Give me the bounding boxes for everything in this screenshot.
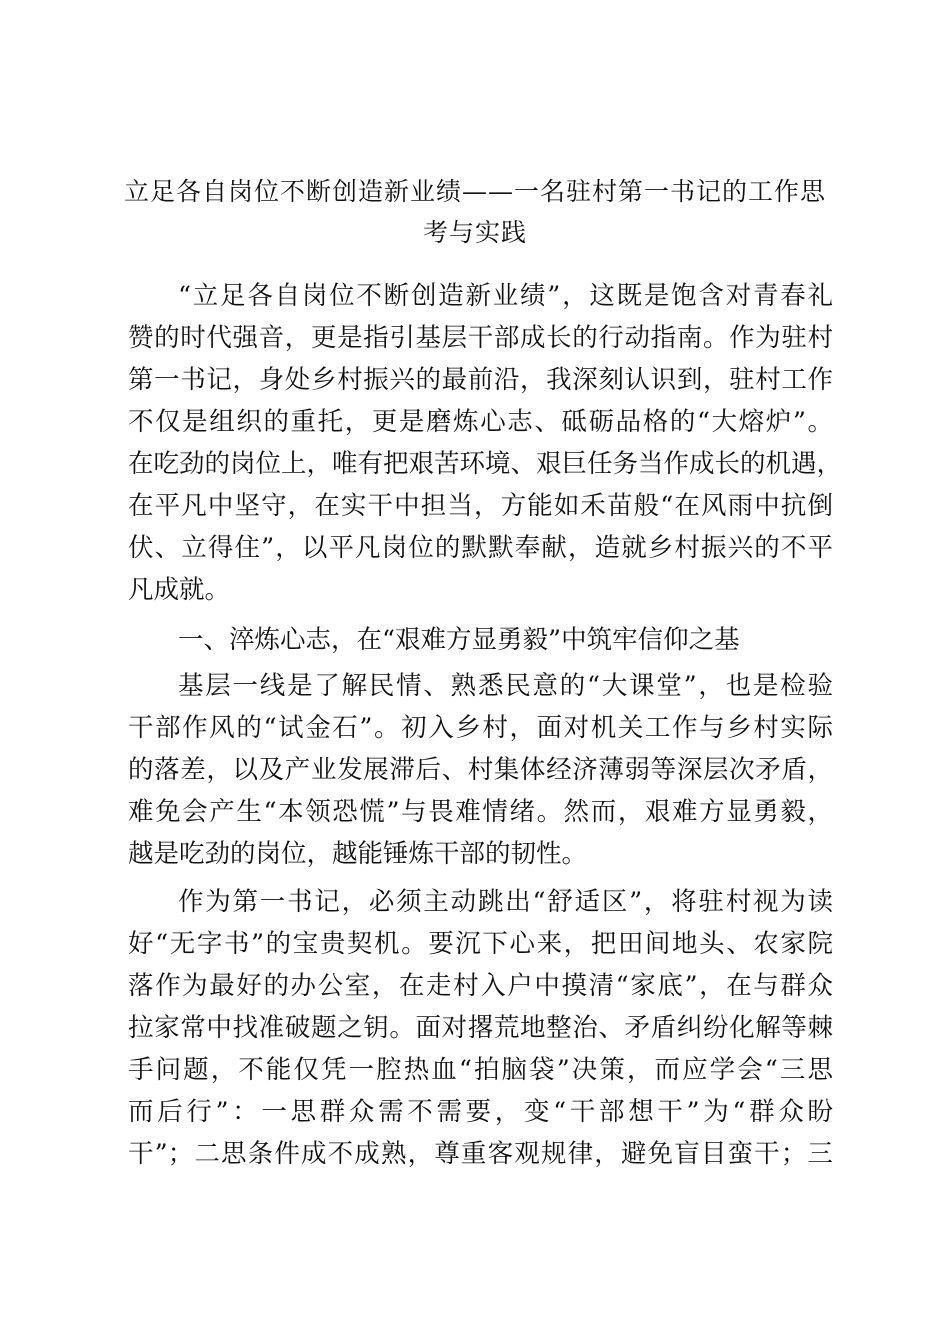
body-line: 难免会产生“本领恐慌”与畏难情绪。然而，艰难方显勇毅，: [128, 797, 833, 827]
body-line: 在吃劲的岗位上，唯有把艰苦环境、艰巨任务当作成长的机遇，: [128, 449, 843, 479]
body-line: 干”；二思条件成不成熟，尊重客观规律，避免盲目蛮干；三: [128, 1139, 833, 1169]
body-line: 在平凡中坚守，在实干中担当，方能如禾苗般“在风雨中抗倒: [128, 491, 833, 521]
body-line: 作为第一书记，必须主动跳出“舒适区”，将驻村视为读: [178, 887, 833, 917]
body-line: 落作为最好的办公室，在走村入户中摸清“家底”，在与群众: [128, 971, 833, 1001]
body-line: 伏、立得住”，以平凡岗位的默默奉献，造就乡村振兴的不平: [128, 533, 833, 563]
section-heading: 一、淬炼心志，在“艰难方显勇毅”中筑牢信仰之基: [178, 625, 740, 655]
document-title-line-2: 考与实践: [422, 218, 527, 247]
body-line: 而后行”：一思群众需不需要，变“干部想干”为“群众盼: [128, 1097, 833, 1127]
body-line: 干部作风的“试金石”。初入乡村，面对机关工作与乡村实际: [128, 713, 833, 743]
body-line: 凡成就。: [128, 575, 231, 605]
body-line: 不仅是组织的重托，更是磨炼心志、砥砺品格的“大熔炉”。: [128, 407, 833, 437]
body-line: 基层一线是了解民情、熟悉民意的“大课堂”，也是检验: [178, 671, 833, 701]
body-line: 拉家常中找准破题之钥。面对撂荒地整治、矛盾纠纷化解等棘: [128, 1013, 833, 1043]
body-line: 好“无字书”的宝贵契机。要沉下心来，把田间地头、农家院: [128, 929, 833, 959]
body-line: 越是吃劲的岗位，越能锤炼干部的韧性。: [128, 839, 588, 869]
body-line: 的落差，以及产业发展滞后、村集体经济薄弱等深层次矛盾，: [128, 755, 833, 785]
body-line: “立足各自岗位不断创造新业绩”，这既是饱含对青春礼: [178, 281, 833, 311]
body-line: 赞的时代强音，更是指引基层干部成长的行动指南。作为驻村: [128, 323, 833, 353]
body-line: 第一书记，身处乡村振兴的最前沿，我深刻认识到，驻村工作: [128, 365, 833, 395]
body-line: 手问题，不能仅凭一腔热血“拍脑袋”决策，而应学会“三思: [128, 1055, 833, 1085]
document-title-line-1: 立足各自岗位不断创造新业绩——一名驻村第一书记的工作思: [123, 177, 826, 206]
